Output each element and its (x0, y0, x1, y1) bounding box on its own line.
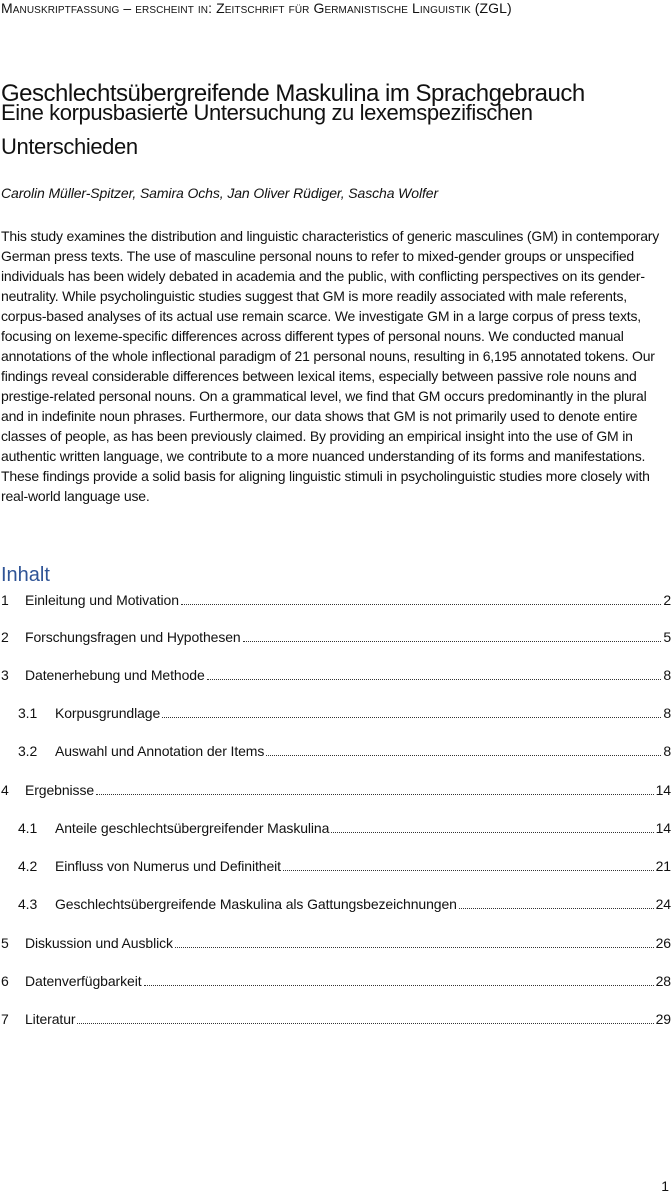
toc-entry-number: 6 (1, 973, 9, 989)
paper-title: Geschlechtsübergreifende Maskulina im Sprachgebrauch (1, 80, 585, 108)
toc-entry-page: 26 (655, 935, 671, 951)
toc-entry-title: Diskussion und Ausblick (25, 935, 173, 951)
toc-entry[interactable] (1, 627, 671, 647)
toc-dot-leader (175, 946, 654, 948)
toc-dot-leader (331, 831, 653, 833)
paper-subtitle: Eine korpusbasierte Untersuchung zu lexemspezifischen Unterschieden (1, 100, 533, 159)
toc-entry-title: Auswahl und Annotation der Items (55, 743, 265, 759)
toc-dot-leader (283, 869, 654, 871)
toc-entry-number: 5 (1, 935, 9, 951)
running-head: Manuskriptfassung – erscheint in: Zeitschrift für Germanistische Linguistik (ZGL) (1, 0, 512, 16)
toc-entry-number: 4.3 (18, 896, 38, 912)
toc-entry-number: 3.2 (18, 743, 38, 759)
toc-entry-page: 24 (655, 896, 671, 912)
toc-entry[interactable] (18, 818, 671, 838)
author-list: Carolin Müller-Spitzer, Samira Ochs, Jan Oliver Rüdiger, Sascha Wolfer (1, 185, 439, 201)
toc-entry[interactable] (18, 856, 671, 876)
toc-entry[interactable] (1, 1009, 671, 1029)
toc-entry[interactable] (18, 703, 671, 723)
toc-dot-leader (96, 793, 654, 795)
toc-entry-number: 1 (1, 592, 9, 608)
toc-heading: Inhalt (1, 564, 50, 586)
toc-dot-leader (144, 984, 654, 986)
toc-entry[interactable] (1, 665, 671, 685)
toc-dot-leader (181, 603, 661, 605)
toc-entry-number: 4.1 (18, 820, 38, 836)
toc-entry-title: Ergebnisse (25, 782, 95, 798)
toc-entry-page: 8 (663, 743, 671, 759)
toc-entry-title: Literatur (25, 1011, 76, 1027)
toc-dot-leader (459, 907, 654, 909)
toc-entry-page: 21 (655, 858, 671, 874)
toc-entry[interactable] (1, 933, 671, 953)
toc-dot-leader (162, 716, 661, 718)
toc-entry-number: 2 (1, 629, 9, 645)
toc-entry[interactable] (1, 971, 671, 991)
abstract-text: This study examines the distribution and linguistic characteristics of generic masculines (GM) in contemporary German press texts. The use of masculine personal nouns to refer to mixed-gender groups or unspecified individuals has been widely debated in academia and the public, with conflicting perspectives on its gender-neutrality. While psycholinguistic studies suggest that GM is more readily associated with male referents, corpus-based analyses of its actual use remain scarce. We investigate GM in a large corpus of press texts, focusing on lexeme-specific differences across different types of personal nouns. We conducted manual annotations of the whole inflectional paradigm of 21 personal nouns, resulting in 6,195 annotated tokens. Our findings reveal considerable differences between lexical items, especially between passive role nouns and prestige-related personal nouns. On a grammatical level, we find that GM occurs predominantly in the plural and in indefinite noun phrases. Furthermore, our data shows that GM is not primarily used to denote entire classes of people, as has been previously claimed. By providing an empirical insight into the use of GM in authentic written language, we contribute to a more nuanced understanding of its forms and manifestations. These findings provide a solid basis for aligning linguistic stimuli in psycholinguistic studies more closely with real-world language use. (1, 228, 660, 504)
abstract (1, 226, 670, 506)
toc-entry-page: 8 (663, 667, 671, 683)
toc-entry-title: Forschungsfragen und Hypothesen (25, 629, 241, 645)
toc-entry-title: Geschlechtsübergreifende Maskulina als Gattungsbezeichnungen (55, 896, 457, 912)
toc-entry-page: 8 (663, 705, 671, 721)
page-number: 1 (661, 1178, 669, 1194)
toc-entry-number: 3.1 (18, 705, 38, 721)
toc-dot-leader (77, 1022, 653, 1024)
toc-entry-page: 2 (663, 592, 671, 608)
toc-dot-leader (266, 754, 661, 756)
toc-entry[interactable] (1, 780, 671, 800)
toc-entry-page: 29 (655, 1011, 671, 1027)
toc-entry-number: 4.2 (18, 858, 38, 874)
toc-entry-title: Einfluss von Numerus und Definitheit (55, 858, 281, 874)
toc-entry-number: 7 (1, 1011, 9, 1027)
toc-entry-title: Einleitung und Motivation (25, 592, 179, 608)
toc-entry-page: 14 (655, 782, 671, 798)
toc-entry-number: 3 (1, 667, 9, 683)
toc-entry-page: 5 (663, 629, 671, 645)
toc-entry-title: Anteile geschlechtsübergreifender Maskulina (55, 820, 330, 836)
toc-entry[interactable] (1, 590, 671, 610)
toc-entry-number: 4 (1, 782, 9, 798)
toc-dot-leader (207, 678, 662, 680)
toc-entry-title: Korpusgrundlage (55, 705, 161, 721)
toc-entry-page: 14 (655, 820, 671, 836)
toc-entry[interactable] (18, 894, 671, 914)
toc-entry-title: Datenverfügbarkeit (25, 973, 142, 989)
toc-entry[interactable] (18, 741, 671, 761)
toc-entry-page: 28 (655, 973, 671, 989)
toc-dot-leader (243, 640, 662, 642)
toc-entry-title: Datenerhebung und Methode (25, 667, 205, 683)
